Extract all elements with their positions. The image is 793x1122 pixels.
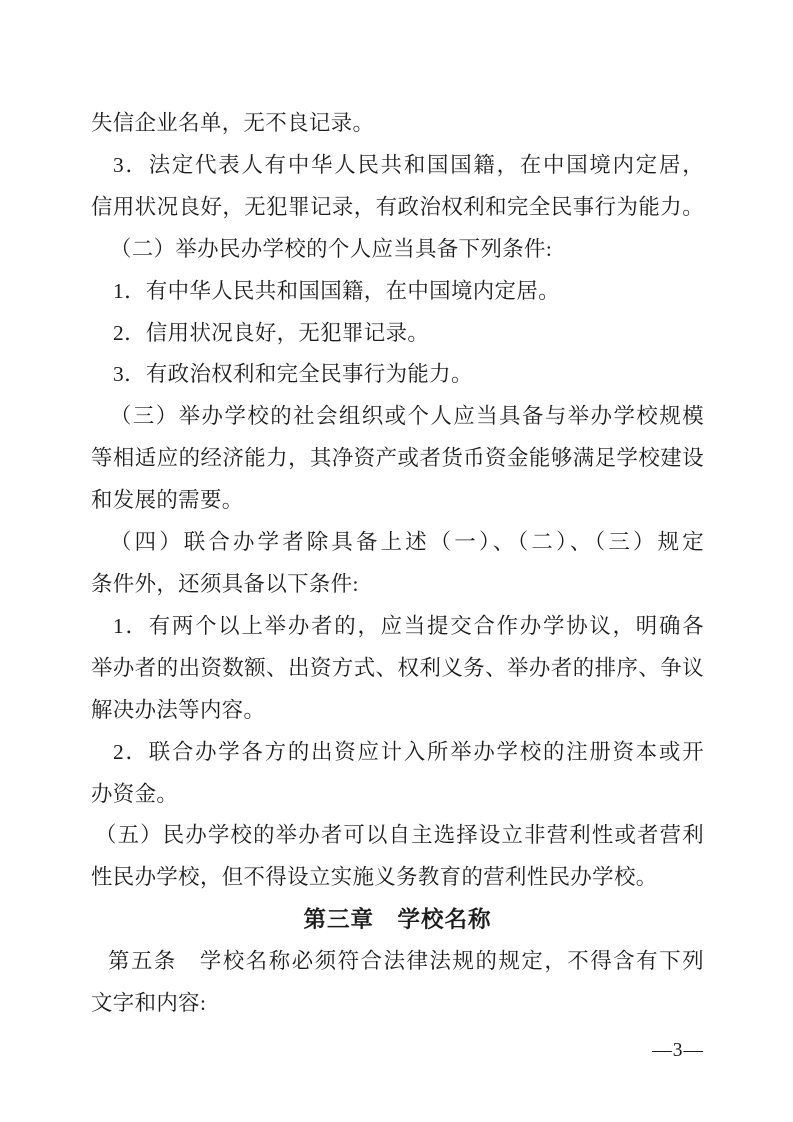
- text-line: 2．信用状况良好，无犯罪记录。: [113, 320, 430, 345]
- text-line: （二）举办民办学校的个人应当具备下列条件:: [110, 236, 553, 261]
- text-line: 等相适应的经济能力，其净资产或者货币资金能够满足学校建设: [91, 446, 704, 471]
- text-line: 信用状况良好，无犯罪记录，有政治权利和完全民事行为能力。: [91, 194, 704, 219]
- text-line: 3．有政治权利和完全民事行为能力。: [113, 362, 473, 387]
- text-line: 办资金。: [91, 781, 179, 806]
- text-line: 举办者的出资数额、出资方式、权利义务、举办者的排序、争议: [91, 655, 704, 680]
- text-line: 1．有两个以上举办者的，应当提交合作办学协议，明确各: [113, 613, 704, 638]
- text-line: 解决办法等内容。: [91, 697, 266, 722]
- document-body: [91, 103, 704, 1025]
- text-line: 性民办学校，但不得设立实施义务教育的营利性民办学校。: [91, 865, 658, 890]
- text-line: 失信企业名单，无不良记录。: [91, 111, 375, 135]
- text-line: 3．法定代表人有中华人民共和国国籍，在中国境内定居，: [113, 152, 704, 177]
- text-line: 条件外，还须具备以下条件:: [91, 571, 359, 596]
- text-line: （五）民办学校的举办者可以自主选择设立非营利性或者营利: [95, 823, 704, 848]
- text-line: 文字和内容:: [91, 991, 207, 1016]
- text-line: 1．有中华人民共和国国籍，在中国境内定居。: [113, 278, 560, 303]
- text-line: 第五条 学校名称必须符合法律法规的规定，不得含有下列: [108, 949, 704, 974]
- text-line: （四）联合办学者除具备上述（一）、（二）、（三）规定: [110, 530, 704, 555]
- text-line: 2．联合办学各方的出资应计入所举办学校的注册资本或开: [113, 739, 704, 764]
- text-line: 和发展的需要。: [91, 488, 244, 513]
- chapter-heading: 第三章 学校名称: [303, 907, 492, 933]
- page-number: —3—: [652, 1040, 704, 1061]
- text-line: （三）举办学校的社会组织或个人应当具备与举办学校规模: [110, 404, 704, 429]
